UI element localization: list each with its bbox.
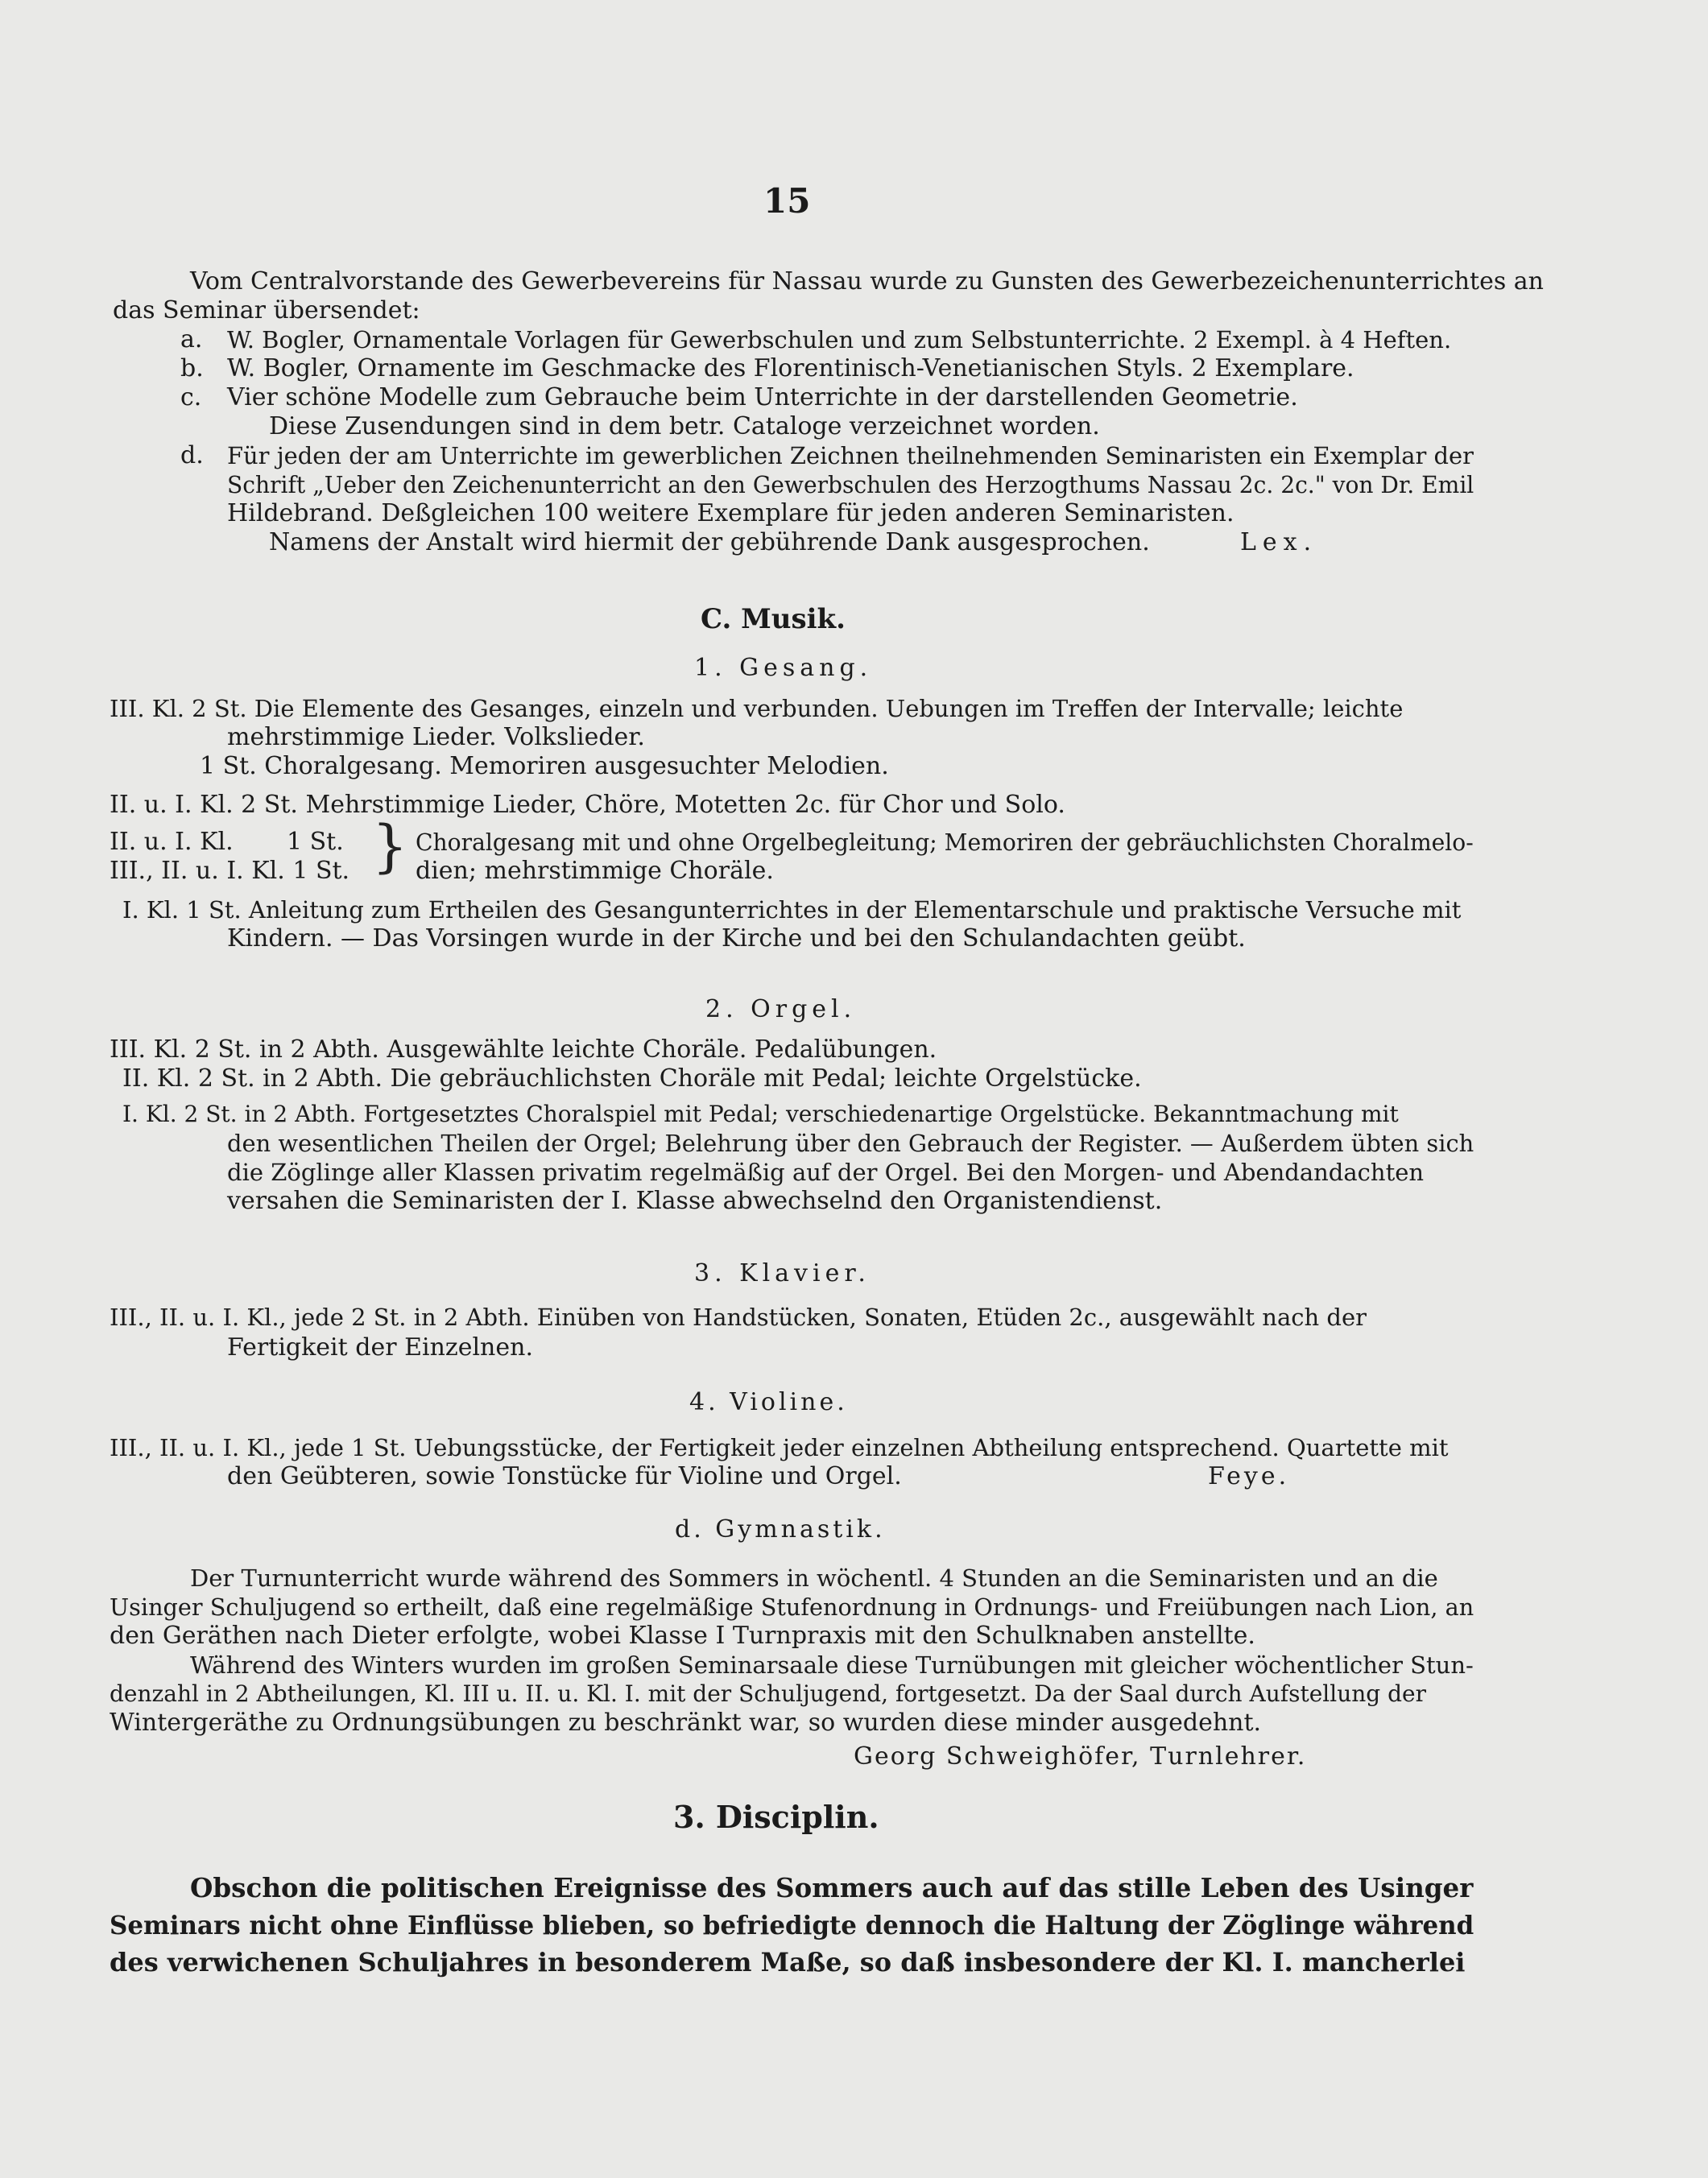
gewerbe-intro-line-2: das Seminar übersendet: <box>113 296 420 324</box>
violine-heading: 4. Violine. <box>689 1388 848 1416</box>
disciplin-heading: 3. Disciplin. <box>673 1799 879 1835</box>
gymnastik-p1-line-2: Usinger Schuljugend so ertheilt, daß eine regelmäßige Stufenordnung in Ordnungs- und Freiübungen nach Lion, an <box>110 1593 1474 1621</box>
gewerbe-signature: Lex. <box>1240 528 1318 556</box>
violine-signature: Feye. <box>1208 1462 1290 1490</box>
thanks-line: Namens der Anstalt wird hiermit der gebührende Dank ausgesprochen. <box>269 528 1150 556</box>
item-b-text: W. Bogler, Ornamente im Geschmacke des Florentinisch-Venetianischen Styls. 2 Exemplare. <box>227 354 1354 382</box>
item-c-label: c. <box>180 383 202 411</box>
item-c-text: Vier schöne Modelle zum Gebrauche beim Unterrichte in der darstellenden Geometrie. <box>227 383 1298 411</box>
gewerbe-intro-line-1 <box>190 267 1544 296</box>
gesang-line-1: III. Kl. 2 St. Die Elemente des Gesanges, einzeln und verbunden. Uebungen im Treffen der Intervalle; leichte <box>110 695 1404 722</box>
gesang-line-5-text: Choralgesang mit und ohne Orgelbegleitung; Memoriren der gebräuchlichsten Choralmelo- <box>416 829 1474 856</box>
gesang-line-4: II. u. I. Kl. 2 St. Mehrstimmige Lieder, Chöre, Motetten 2c. für Chor und Solo. <box>110 791 1065 819</box>
orgel-heading: 2. Orgel. <box>705 995 857 1023</box>
gymnastik-p1-line-3: den Geräthen nach Dieter erfolgte, wobei Klasse I Turnpraxis mit den Schulknaben anstellte. <box>110 1622 1255 1650</box>
disciplin-line-3: des verwichenen Schuljahres in besonderem Maße, so daß insbesondere der Kl. I. mancherlei <box>110 1947 1466 1978</box>
gesang-line-7: I. Kl. 1 St. Anleitung zum Ertheilen des Gesangunterrichtes in der Elementarschule und praktische Versuche mit <box>122 896 1462 924</box>
orgel-line-4: den wesentlichen Theilen der Orgel; Belehrung über den Gebrauch der Register. — Außerdem übten sich <box>227 1130 1474 1157</box>
klavier-heading: 3. Klavier. <box>694 1259 871 1287</box>
gymnastik-heading: d. Gymnastik. <box>675 1515 886 1544</box>
gesang-line-3: 1 St. Choralgesang. Memoriren ausgesuchter Melodien. <box>200 752 889 780</box>
gesang-line-8: Kindern. — Das Vorsingen wurde in der Kirche und bei den Schulandachten geübt. <box>227 924 1246 953</box>
page-number: 15 <box>763 181 811 221</box>
gesang-line-6-text: dien; mehrstimmige Choräle. <box>416 857 774 885</box>
gymnastik-p1-line-1: Der Turnunterricht wurde während des Sommers in wöchentl. 4 Stunden an die Seminaristen und an die <box>190 1564 1438 1592</box>
item-b-label: b. <box>180 354 204 382</box>
orgel-line-3: I. Kl. 2 St. in 2 Abth. Fortgesetztes Choralspiel mit Pedal; verschiedenartige Orgelstücke. Bekanntmachung mit <box>122 1101 1399 1127</box>
gymnastik-p2-line-3: Wintergeräthe zu Ordnungsübungen zu beschränkt war, so wurden diese minder ausgedehnt. <box>110 1709 1262 1737</box>
disciplin-line-2: Seminars nicht ohne Einflüsse blieben, so befriedigte dennoch die Haltung der Zöglinge während <box>110 1910 1474 1940</box>
gymnastik-p2-line-2: denzahl in 2 Abtheilungen, Kl. III u. II. u. Kl. I. mit der Schuljugend, fortgesetzt. Da der Saal durch Aufstellung der <box>110 1680 1426 1707</box>
item-a-label: a. <box>180 325 203 353</box>
violine-line-2: den Geübteren, sowie Tonstücke für Violine und Orgel. <box>227 1462 902 1490</box>
orgel-line-2: II. Kl. 2 St. in 2 Abth. Die gebräuchlichsten Choräle mit Pedal; leichte Orgelstücke. <box>122 1064 1142 1093</box>
gesang-line-2: mehrstimmige Lieder. Volkslieder. <box>227 723 645 751</box>
item-c-note: Diese Zusendungen sind in dem betr. Cataloge verzeichnet worden. <box>269 412 1100 440</box>
gesang-line-6-class: III., II. u. I. Kl. 1 St. <box>110 857 350 885</box>
item-a-text: W. Bogler, Ornamentale Vorlagen für Gewerbschulen und zum Selbstunterrichte. 2 Exempl. à 4 Heften. <box>227 326 1452 353</box>
orgel-line-1: III. Kl. 2 St. in 2 Abth. Ausgewählte leichte Choräle. Pedalübungen. <box>110 1035 937 1064</box>
gymnastik-signature: Georg Schweighöfer, Turnlehrer. <box>854 1742 1307 1771</box>
orgel-line-6: versahen die Seminaristen der I. Klasse abwechselnd den Organistendienst. <box>227 1187 1163 1215</box>
orgel-line-5: die Zöglinge aller Klassen privatim regelmäßig auf der Orgel. Bei den Morgen- und Abendandachten <box>227 1159 1425 1186</box>
musik-heading: C. Musik. <box>701 603 846 635</box>
gymnastik-p2-line-1: Während des Winters wurden im großen Seminarsaale diese Turnübungen mit gleicher wöchentlicher Stun- <box>190 1651 1474 1679</box>
violine-line-1: III., II. u. I. Kl., jede 1 St. Uebungsstücke, der Fertigkeit jeder einzelnen Abtheilung entsprechend. Quartette mit <box>110 1434 1449 1461</box>
disciplin-line-1: Obschon die politischen Ereignisse des Sommers auch auf das stille Leben des Usinger <box>190 1872 1474 1903</box>
text: Vom Centralvorstande des Gewerbevereins für Nassau wurde zu Gunsten des Gewerbezeichenunterrichtes an <box>190 267 1544 295</box>
item-d-line-1: Für jeden der am Unterrichte im gewerblichen Zeichnen theilnehmenden Seminaristen ein Exemplar der <box>227 442 1474 469</box>
klavier-line-1: III., II. u. I. Kl., jede 2 St. in 2 Abth. Einüben von Handstücken, Sonaten, Etüden 2c., ausgewählt nach der <box>110 1304 1367 1331</box>
gesang-heading: 1. Gesang. <box>694 654 873 682</box>
gesang-line-5-class: II. u. I. Kl. <box>110 828 234 856</box>
item-d-line-2: Schrift „Ueber den Zeichenunterricht an den Gewerbschulen des Herzogthums Nassau 2c. 2c." von Dr. Emil <box>227 471 1474 498</box>
item-d-line-3: Hildebrand. Deßgleichen 100 weitere Exemplare für jeden anderen Seminaristen. <box>227 499 1234 527</box>
klavier-line-2: Fertigkeit der Einzelnen. <box>227 1333 533 1362</box>
gesang-line-5-hours: 1 St. <box>287 828 344 856</box>
brace: } <box>372 813 408 879</box>
item-d-label: d. <box>180 441 204 469</box>
